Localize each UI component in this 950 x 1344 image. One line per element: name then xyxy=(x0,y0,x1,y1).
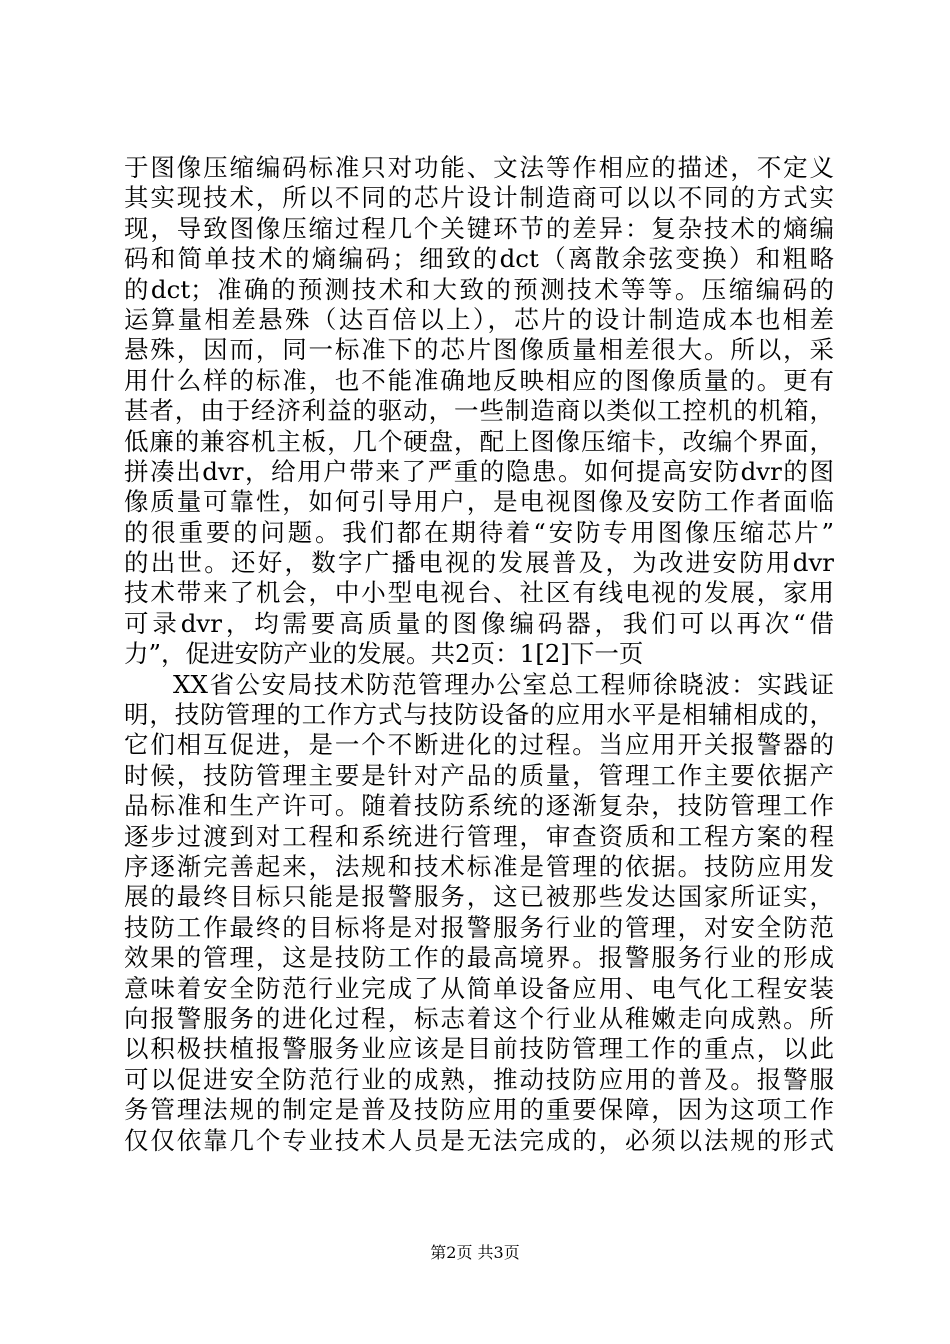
text-line: 向报警服务的进化过程，标志着这个行业从稚嫩走向成熟。所 xyxy=(124,1003,834,1033)
paragraph-2 xyxy=(124,670,834,1156)
text-line: XX省公安局技术防范管理办公室总工程师徐晓波：实践证 xyxy=(173,669,834,699)
text-line: 像质量可靠性，如何引导用户，是电视图像及安防工作者面临 xyxy=(124,487,834,517)
text-line: 甚者，由于经济利益的驱动，一些制造商以类似工控机的机箱， xyxy=(124,396,834,426)
text-line: 它们相互促进，是一个不断进化的过程。当应用开关报警器的 xyxy=(124,730,834,760)
text-line: 低廉的兼容机主板，几个硬盘，配上图像压缩卡，改编个界面， xyxy=(124,426,834,456)
text-line: 效果的管理，这是技防工作的最高境界。报警服务行业的形成 xyxy=(124,943,834,973)
text-line: 拼凑出dvr，给用户带来了严重的隐患。如何提高安防dvr的图 xyxy=(124,456,834,486)
text-line: 品标准和生产许可。随着技防系统的逐渐复杂，技防管理工作 xyxy=(124,791,834,821)
text-line: 展的最终目标只能是报警服务，这已被那些发达国家所证实， xyxy=(124,882,834,912)
text-line: 用什么样的标准，也不能准确地反映相应的图像质量的。更有 xyxy=(124,365,834,395)
text-line: 可录dvr，均需要高质量的图像编码器，我们可以再次“借 xyxy=(124,608,834,638)
text-line: 逐步过渡到对工程和系统进行管理，审查资质和工程方案的程 xyxy=(124,821,834,851)
text-line: 现，导致图像压缩过程几个关键环节的差异：复杂技术的熵编 xyxy=(124,213,834,243)
text-line: 于图像压缩编码标准只对功能、文法等作相应的描述，不定义 xyxy=(124,153,834,182)
text-line: 可以促进安全防范行业的成熟，推动技防应用的普及。报警服 xyxy=(124,1064,834,1094)
text-line: 意味着安全防范行业完成了从简单设备应用、电气化工程安装 xyxy=(124,973,834,1003)
text-line: 时候，技防管理主要是针对产品的质量，管理工作主要依据产 xyxy=(124,760,834,790)
text-line: 其实现技术，所以不同的芯片设计制造商可以以不同的方式实 xyxy=(124,183,834,213)
text-line: 的出世。还好，数字广播电视的发展普及，为改进安防用dvr xyxy=(124,548,834,578)
text-line: 的很重要的问题。我们都在期待着“安防专用图像压缩芯片” xyxy=(124,517,834,547)
text-line: 力”，促进安防产业的发展。共2页：1[2]下一页 xyxy=(124,639,644,669)
text-line: 以积极扶植报警服务业应该是目前技防管理工作的重点，以此 xyxy=(124,1034,834,1064)
text-line: 码和简单技术的熵编码；细致的dct（离散余弦变换）和粗略 xyxy=(124,244,834,274)
text-line: 序逐渐完善起来，法规和技术标准是管理的依据。技防应用发 xyxy=(124,851,834,881)
text-line: 仅仅依靠几个专业技术人员是无法完成的，必须以法规的形式 xyxy=(124,1125,834,1155)
paragraph-1 xyxy=(124,153,834,670)
text-line: 明，技防管理的工作方式与技防设备的应用水平是相辅相成的， xyxy=(124,700,834,730)
text-line: 技术带来了机会，中小型电视台、社区有线电视的发展，家用 xyxy=(124,578,834,608)
page-footer: 第2页 共3页 xyxy=(430,1243,520,1262)
body-text xyxy=(124,153,834,1156)
text-line: 技防工作最终的目标将是对报警服务行业的管理，对安全防范 xyxy=(124,912,834,942)
text-line: 运算量相差悬殊（达百倍以上），芯片的设计制造成本也相差 xyxy=(124,304,834,334)
text-line: 悬殊，因而，同一标准下的芯片图像质量相差很大。所以，采 xyxy=(124,335,834,365)
text-line: 的dct；准确的预测技术和大致的预测技术等等。压缩编码的 xyxy=(124,274,834,304)
text-line: 务管理法规的制定是普及技防应用的重要保障，因为这项工作 xyxy=(124,1095,834,1125)
